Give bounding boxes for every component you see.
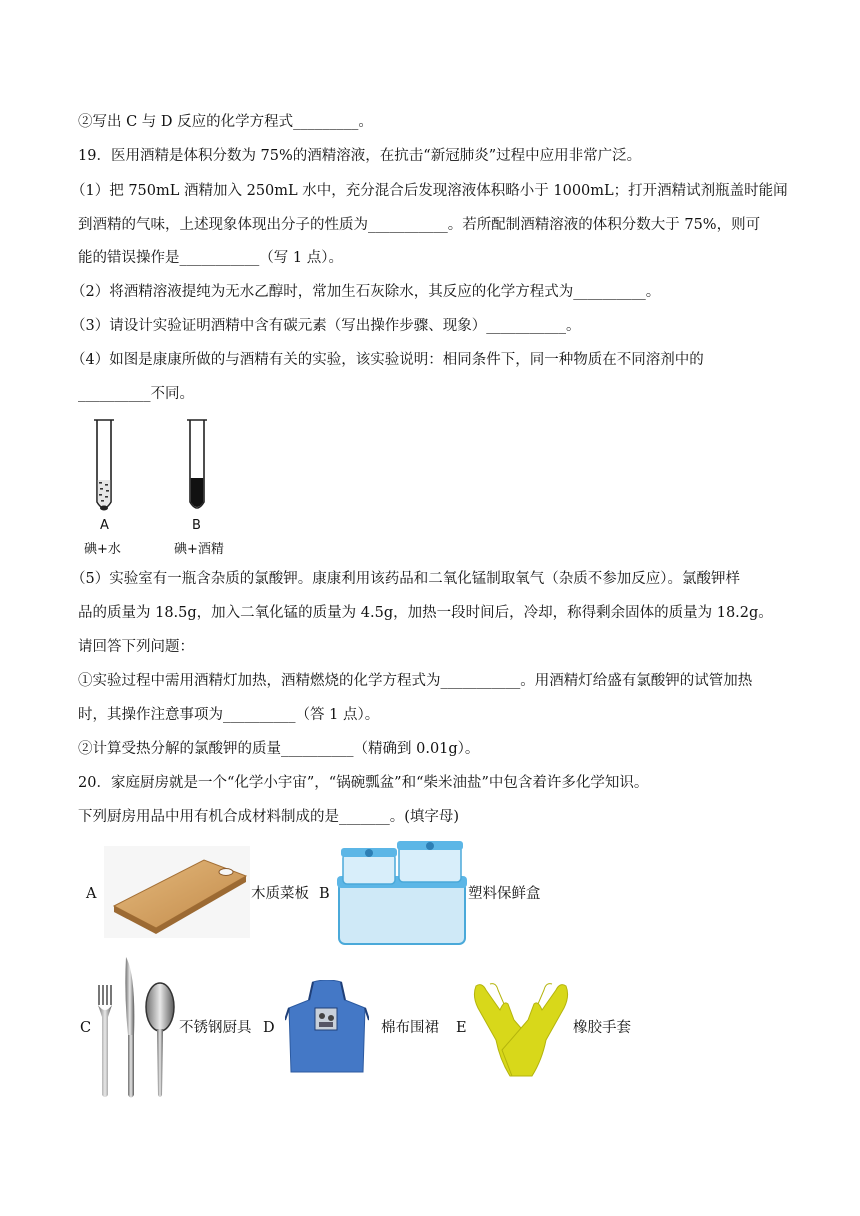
question-19-part5-sub1-line2: 时，其操作注意事项为__________（答 1 点）。 [78,707,380,723]
rubber-gloves-image [470,980,572,1082]
question-19-part2: （2）将酒精溶液提纯为无水乙醇时，常加生石灰除水，其反应的化学方程式为__________。 [71,284,661,300]
tube-b-letter: B [192,518,201,533]
question-20-prompt: 下列厨房用品中用有机合成材料制成的是_______。(填字母) [78,809,460,825]
apron-image [285,980,369,1078]
option-d-letter: D [263,1020,275,1036]
option-c-text: 不锈钢厨具 [179,1020,252,1036]
question-19-part1-line1: （1）把 750mL 酒精加入 250mL 水中，充分混合后发现溶液体积略小于 1000mL；打开酒精试剂瓶盖时能闻 [71,183,788,199]
test-tube-b [187,420,207,508]
option-e-letter: E [456,1020,467,1036]
tube-b-label: 碘+酒精 [174,542,224,557]
option-b-letter: B [319,886,330,902]
cutlery-image [94,955,178,1100]
plastic-container-image [335,838,469,948]
option-c-letter: C [80,1020,92,1036]
test-tube-figure [84,418,244,560]
question-19-part4-line2: __________不同。 [78,386,194,402]
option-e-text: 橡胶手套 [573,1020,631,1036]
question-19-part5-line3: 请回答下列问题： [78,639,194,655]
question-19-part1-line3: 能的错误操作是___________（写 1 点）。 [78,250,343,266]
tube-a-letter: A [100,518,109,533]
question-19-part5-line2: 品的质量为 18.5g，加入二氧化锰的质量为 4.5g，加热一段时间后，冷却，称得剩余固体的质量为 18.2g。 [78,605,773,621]
question-19-stem: 19．医用酒精是体积分数为 75%的酒精溶液，在抗击“新冠肺炎”过程中应用非常广泛。 [78,148,642,164]
question-18-part2: ②写出 C 与 D 反应的化学方程式_________。 [78,114,373,130]
question-20-stem: 20．家庭厨房就是一个“化学小宇宙”，“锅碗瓢盆”和“柴米油盐”中包含着许多化学知识。 [78,775,649,791]
option-b-text: 塑料保鲜盒 [468,886,541,902]
question-19-part4-line1: （4）如图是康康所做的与酒精有关的实验，该实验说明：相同条件下，同一种物质在不同溶剂中的 [71,352,704,368]
cutting-board-image [104,846,250,938]
question-19-part5-sub1-line1: ①实验过程中需用酒精灯加热，酒精燃烧的化学方程式为___________。用酒精灯给盛有氯酸钾的试管加热 [78,673,753,689]
question-19-part3: （3）请设计实验证明酒精中含有碳元素（写出操作步骤、现象）___________。 [71,318,581,334]
question-19-part1-line2: 到酒精的气味，上述现象体现出分子的性质为___________。若所配制酒精溶液的体积分数大于 75%，则可 [78,217,761,233]
question-19-part5-sub2: ②计算受热分解的氯酸钾的质量__________（精确到 0.01g）。 [78,741,480,757]
option-d-text: 棉布围裙 [381,1020,439,1036]
option-a-text: 木质菜板 [251,886,309,902]
option-a-letter: A [86,886,97,902]
test-tube-a [94,420,114,511]
tube-a-label: 碘+水 [84,542,121,557]
question-19-part5-line1: （5）实验室有一瓶含杂质的氯酸钾。康康利用该药品和二氧化锰制取氧气（杂质不参加反应）。氯酸钾样 [71,571,740,587]
